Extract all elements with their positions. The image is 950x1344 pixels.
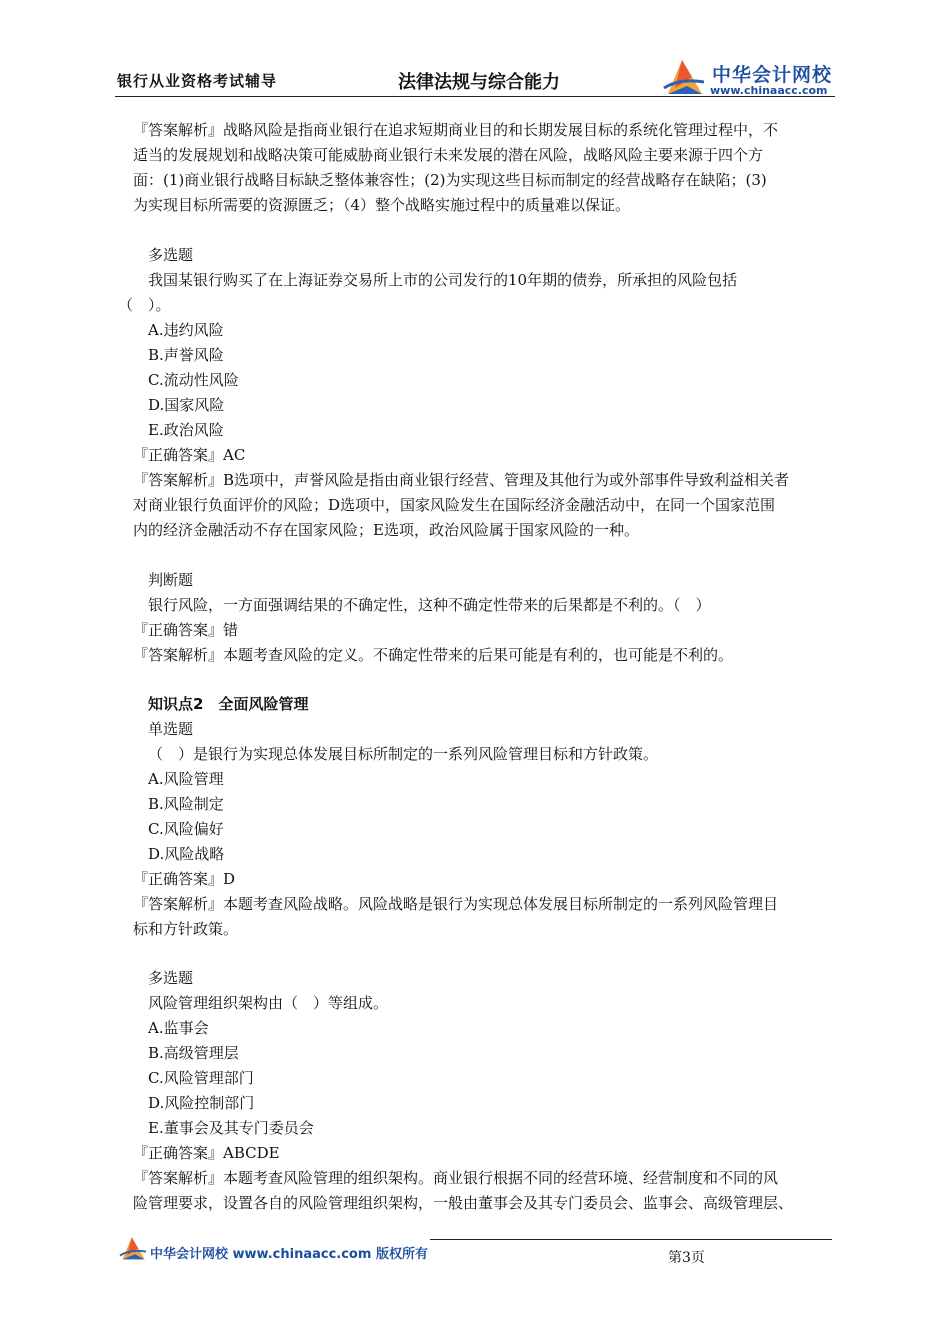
option-a: A.违约风险 bbox=[148, 321, 224, 339]
footer-copyright: 中华会计网校 www.chinaacc.com 版权所有 bbox=[150, 1247, 428, 1262]
option-c: C.风险管理部门 bbox=[148, 1069, 254, 1087]
question-type: 多选题 bbox=[148, 246, 194, 264]
triangle-logo-icon bbox=[662, 58, 706, 98]
question-type: 单选题 bbox=[148, 720, 194, 738]
option-b: B.声誉风险 bbox=[148, 346, 224, 364]
text-line: 适当的发展规划和战略决策可能威胁商业银行未来发展的潜在风险，战略风险主要来源于四个方 bbox=[133, 146, 764, 164]
option-b: B.风险制定 bbox=[148, 795, 224, 813]
option-b: B.高级管理层 bbox=[148, 1044, 239, 1062]
option-d: D.国家风险 bbox=[148, 396, 225, 414]
triangle-logo-icon bbox=[118, 1236, 148, 1262]
option-a: A.风险管理 bbox=[148, 770, 224, 788]
correct-answer: 『正确答案』D bbox=[133, 870, 236, 888]
footer-divider bbox=[430, 1239, 832, 1240]
question-stem: （ ）。 bbox=[118, 296, 171, 314]
option-a: A.监事会 bbox=[148, 1019, 209, 1037]
header-left-title: 银行从业资格考试辅导 bbox=[117, 72, 278, 90]
answer-explanation: 『答案解析』本题考查风险战略。风险战略是银行为实现总体发展目标所制定的一系列风险管理目 bbox=[133, 895, 779, 913]
answer-explanation: 标和方针政策。 bbox=[133, 920, 239, 938]
question-type: 判断题 bbox=[148, 571, 194, 589]
header-center-title: 法律法规与综合能力 bbox=[398, 72, 560, 93]
answer-explanation: 『答案解析』B选项中，声誉风险是指由商业银行经营、管理及其他行为或外部事件导致利益相关者 bbox=[133, 471, 790, 489]
logo-url: www.chinaacc.com bbox=[710, 84, 828, 97]
option-d: D.风险战略 bbox=[148, 845, 225, 863]
question-stem: 我国某银行购买了在上海证券交易所上市的公司发行的10年期的债券，所承担的风险包括 bbox=[148, 271, 738, 289]
question-type: 多选题 bbox=[148, 969, 194, 987]
correct-answer: 『正确答案』ABCDE bbox=[133, 1144, 280, 1162]
answer-explanation: 『答案解析』本题考查风险的定义。不确定性带来的后果可能是有利的，也可能是不利的。 bbox=[133, 646, 734, 664]
question-stem: （ ）是银行为实现总体发展目标所制定的一系列风险管理目标和方针政策。 bbox=[148, 745, 659, 763]
header-divider bbox=[115, 96, 835, 97]
option-e: E.董事会及其专门委员会 bbox=[148, 1119, 314, 1137]
logo-name: 中华会计网校 bbox=[712, 64, 833, 86]
text-line: 『答案解析』战略风险是指商业银行在追求短期商业目的和长期发展目标的系统化管理过程中，不 bbox=[133, 121, 779, 139]
answer-explanation: 对商业银行负面评价的风险；D选项中，国家风险发生在国际经济金融活动中，在同一个国家范围 bbox=[133, 496, 776, 514]
question-stem: 风险管理组织架构由（ ）等组成。 bbox=[148, 994, 389, 1012]
correct-answer: 『正确答案』AC bbox=[133, 446, 246, 464]
question-stem: 银行风险，一方面强调结果的不确定性，这种不确定性带来的后果都是不利的。（ ） bbox=[148, 596, 711, 614]
text-line: 面：(1)商业银行战略目标缺乏整体兼容性；(2)为实现这些目标而制定的经营战略存在缺陷；(3) bbox=[133, 171, 767, 189]
text-line: 为实现目标所需要的资源匮乏；（4）整个战略实施过程中的质量难以保证。 bbox=[133, 196, 631, 214]
section-heading: 知识点2 全面风险管理 bbox=[148, 695, 309, 713]
answer-explanation: 险管理要求，设置各自的风险管理组织架构，一般由董事会及其专门委员会、监事会、高级管理层、 bbox=[133, 1194, 794, 1212]
answer-explanation: 内的经济金融活动不存在国家风险；E选项，政治风险属于国家风险的一种。 bbox=[133, 521, 639, 539]
option-c: C.风险偏好 bbox=[148, 820, 224, 838]
option-d: D.风险控制部门 bbox=[148, 1094, 255, 1112]
correct-answer: 『正确答案』错 bbox=[133, 621, 239, 639]
option-c: C.流动性风险 bbox=[148, 371, 239, 389]
answer-explanation: 『答案解析』本题考查风险管理的组织架构。商业银行根据不同的经营环境、经营制度和不同的风 bbox=[133, 1169, 779, 1187]
option-e: E.政治风险 bbox=[148, 421, 224, 439]
page-number: 第3页 bbox=[668, 1250, 705, 1266]
